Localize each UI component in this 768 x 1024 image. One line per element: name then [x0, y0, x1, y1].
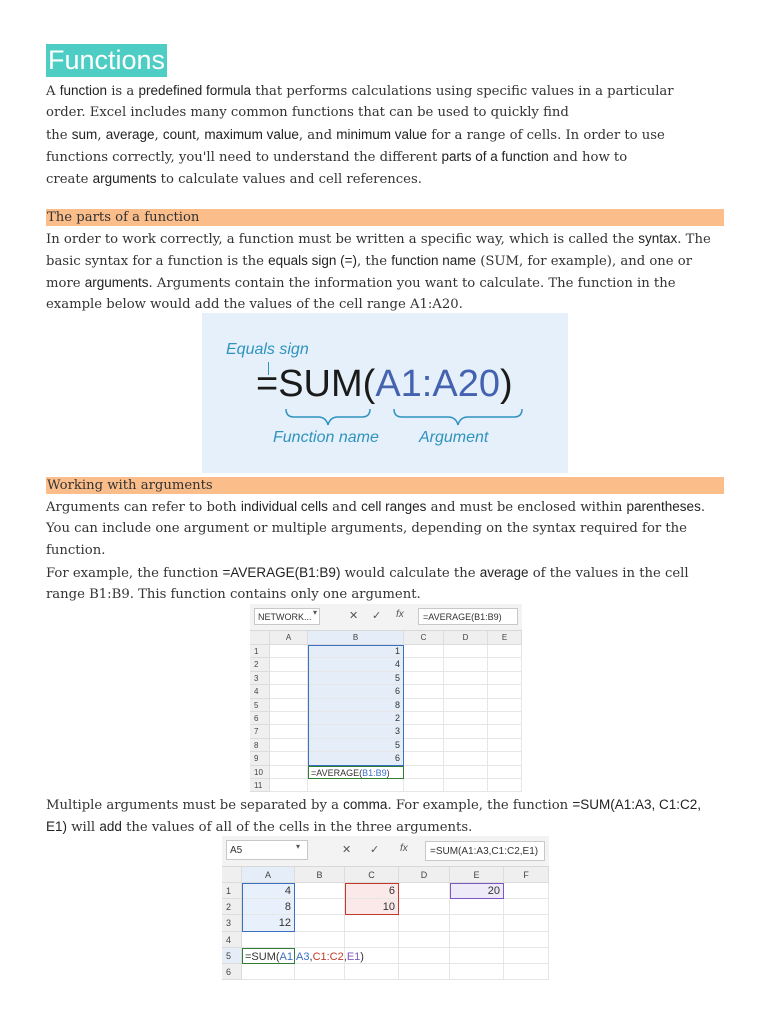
cell-E6[interactable]	[488, 712, 522, 725]
text-run: and how to	[548, 150, 628, 165]
sum-spreadsheet	[222, 836, 549, 980]
keyword: comma	[343, 797, 388, 812]
row-header[interactable]: 7	[250, 725, 270, 738]
text-line	[46, 124, 726, 146]
cell-C6[interactable]	[345, 964, 399, 980]
text-run: basic syntax for a function is the	[46, 254, 269, 269]
range-selection-outline	[308, 645, 404, 766]
brace-graphics	[202, 313, 568, 473]
row-header[interactable]: 11	[250, 779, 270, 792]
formula-bar[interactable]: =SUM(A1:A3,C1:C2,E1)	[425, 841, 545, 861]
column-header[interactable]: B	[295, 867, 345, 883]
text-line	[46, 272, 726, 294]
column-header[interactable]: C	[404, 631, 444, 645]
cell-A6[interactable]	[270, 712, 308, 725]
cell-B5[interactable]	[295, 948, 345, 964]
cell-F4[interactable]	[504, 932, 549, 948]
text-line	[46, 250, 726, 272]
text-line: example below would add the values of the cell range A1:A20.	[46, 297, 463, 312]
cell-C9[interactable]	[404, 752, 444, 765]
average-spreadsheet	[250, 604, 522, 790]
argument-label: Argument	[419, 429, 489, 446]
cell-C2[interactable]: 10	[345, 899, 399, 915]
cell-D2[interactable]	[399, 899, 450, 915]
column-header[interactable]: E	[450, 867, 504, 883]
cell-A10[interactable]	[270, 766, 308, 779]
section-heading-parts	[46, 209, 724, 226]
keyword: minimum value	[336, 127, 427, 142]
column-header[interactable]: A	[270, 631, 308, 645]
cell-F6[interactable]	[504, 964, 549, 980]
cell-E5[interactable]	[488, 699, 522, 712]
cell-A2[interactable]	[270, 658, 308, 671]
cell-E11[interactable]	[488, 779, 522, 792]
row-header[interactable]: 4	[222, 932, 242, 948]
cell-C8[interactable]	[404, 739, 444, 752]
cell-C2[interactable]	[404, 658, 444, 671]
cell-B2[interactable]: 4	[308, 658, 404, 671]
cell-B3[interactable]	[295, 915, 345, 931]
keyword: arguments	[84, 275, 149, 290]
cell-E6[interactable]	[450, 964, 504, 980]
range-outline-a	[242, 883, 295, 932]
text-run: for a range of cells. In order to use	[427, 128, 665, 143]
keyword: parts of a function	[441, 149, 549, 164]
cell-B5[interactable]: 8	[308, 699, 404, 712]
row-header[interactable]: 5	[222, 948, 242, 964]
cell-E7[interactable]	[488, 725, 522, 738]
cell-D8[interactable]	[444, 739, 488, 752]
text-run: would calculate the	[340, 566, 480, 581]
cell-D6[interactable]	[444, 712, 488, 725]
cell-D5[interactable]	[399, 948, 450, 964]
cancel-icon[interactable]: ✕	[342, 844, 352, 856]
formula-function: SUM(	[278, 363, 376, 405]
cell-B4[interactable]	[295, 932, 345, 948]
cell-D10[interactable]	[444, 766, 488, 779]
cell-C5[interactable]	[345, 948, 399, 964]
dropdown-icon[interactable]: ▾	[313, 608, 318, 617]
syntax-diagram	[202, 313, 568, 473]
text-run: . Arguments contain the information you want to calculate. The function in the	[148, 276, 676, 291]
row-header[interactable]: 5	[250, 699, 270, 712]
formula-ref: C1:C2	[312, 950, 344, 963]
text-run: ,	[154, 128, 163, 143]
argument-brace	[394, 409, 522, 425]
cell-A1[interactable]	[270, 645, 308, 658]
text-run: . For example, the function	[387, 798, 573, 813]
cell-B2[interactable]	[295, 899, 345, 915]
cell-E3[interactable]	[488, 672, 522, 685]
cell-A9[interactable]	[270, 752, 308, 765]
column-header[interactable]: A	[242, 867, 295, 883]
column-header[interactable]: D	[444, 631, 488, 645]
column-header[interactable]: E	[488, 631, 522, 645]
cell-A11[interactable]	[270, 779, 308, 792]
text-run: . The	[677, 232, 711, 247]
text-run: ,	[195, 128, 205, 143]
cell-A4[interactable]	[270, 685, 308, 698]
enter-check-icon[interactable]: ✓	[370, 844, 380, 856]
cell-A3[interactable]	[270, 672, 308, 685]
cell-F3[interactable]	[504, 915, 549, 931]
keyword: arguments	[92, 171, 157, 186]
row-header[interactable]: 6	[222, 964, 242, 980]
corner-cell	[222, 867, 242, 883]
cell-F2[interactable]	[504, 899, 549, 915]
keyword: average	[105, 127, 155, 142]
formula-text: =AVERAGE(	[311, 767, 363, 778]
cell-D6[interactable]	[399, 964, 450, 980]
cell-E4[interactable]	[488, 685, 522, 698]
cell-B1[interactable]	[295, 883, 345, 899]
text-line	[46, 816, 726, 838]
intro-paragraph	[46, 80, 726, 190]
cell-B1[interactable]: 1	[308, 645, 404, 658]
cell-B4[interactable]: 6	[308, 685, 404, 698]
cell-B11[interactable]	[308, 779, 404, 792]
cell-A4[interactable]	[242, 932, 295, 948]
cell-E9[interactable]	[488, 752, 522, 765]
cell-B9[interactable]: 6	[308, 752, 404, 765]
formula-ref: E1	[346, 950, 361, 963]
cell-D1[interactable]	[444, 645, 488, 658]
cell-A7[interactable]	[270, 725, 308, 738]
text-line	[46, 168, 726, 190]
heading-text: Working with arguments	[47, 478, 213, 493]
formula-equals: =	[256, 363, 279, 405]
formula-ref: A1:A3	[279, 950, 310, 963]
cell-D2[interactable]	[444, 658, 488, 671]
dropdown-icon[interactable]: ▾	[296, 842, 301, 851]
text-run: the values of all of the cells in the three arguments.	[121, 820, 473, 835]
row-header[interactable]: 4	[250, 685, 270, 698]
column-header[interactable]: D	[399, 867, 450, 883]
cell-A1[interactable]: 4	[242, 883, 295, 899]
keyword: =AVERAGE(B1:B9)	[222, 565, 341, 580]
cell-A5[interactable]	[242, 948, 364, 964]
text-run: (SUM, for example), and one or	[476, 254, 692, 269]
text-run: ,	[97, 128, 106, 143]
row-header[interactable]: 6	[250, 712, 270, 725]
text-run: Multiple arguments must be separated by a	[46, 798, 344, 813]
text-line	[46, 562, 726, 584]
section-heading-arguments	[46, 477, 724, 494]
text-run: create	[46, 172, 93, 187]
keyword: cell ranges	[361, 499, 427, 514]
cell-C11[interactable]	[404, 779, 444, 792]
text-run: is a	[107, 84, 139, 99]
name-box[interactable]: A5	[226, 840, 308, 860]
enter-check-icon[interactable]: ✓	[372, 610, 382, 622]
cell-A3[interactable]: 12	[242, 915, 295, 931]
text-run: , and	[298, 128, 337, 143]
keyword: count	[162, 127, 196, 142]
keyword: =SUM(A1:A3, C1:C2,	[572, 797, 701, 812]
text-run: In order to work correctly, a function must be written a specific way, which is called the	[46, 232, 639, 247]
heading-text: The parts of a function	[47, 210, 200, 225]
keyword: sum	[71, 127, 98, 142]
text-run: functions correctly, you'll need to understand the different	[46, 150, 442, 165]
text-line	[46, 794, 726, 816]
parts-paragraph	[46, 228, 726, 316]
cell-C4[interactable]	[404, 685, 444, 698]
row-header[interactable]: 3	[222, 915, 242, 931]
formula-text: )	[386, 767, 390, 778]
row-header[interactable]: 3	[250, 672, 270, 685]
cell-F5[interactable]	[504, 948, 549, 964]
cell-C3[interactable]	[345, 915, 399, 931]
formula-text: ,	[343, 950, 347, 963]
insert-function-icon[interactable]: fx	[396, 609, 404, 620]
cell-C6[interactable]	[404, 712, 444, 725]
cell-C4[interactable]	[345, 932, 399, 948]
keyword: function name	[391, 253, 477, 268]
cell-C1[interactable]	[404, 645, 444, 658]
cell-F1[interactable]	[504, 883, 549, 899]
cell-C3[interactable]	[404, 672, 444, 685]
cell-D3[interactable]	[444, 672, 488, 685]
cell-B6[interactable]	[295, 964, 345, 980]
cancel-icon[interactable]: ✕	[349, 610, 359, 622]
page-title: Functions	[48, 45, 166, 75]
keyword: individual cells	[240, 499, 328, 514]
formula-bar[interactable]: =AVERAGE(B1:B9)	[418, 608, 518, 625]
cell-C1[interactable]: 6	[345, 883, 399, 899]
text-line	[46, 80, 726, 102]
cell-A6[interactable]	[242, 964, 295, 980]
keyword: average	[479, 565, 529, 580]
row-header[interactable]: 2	[222, 899, 242, 915]
keyword: predefined formula	[138, 83, 252, 98]
formula-ref: B1:B9	[362, 767, 387, 778]
function-name-label: Function name	[273, 429, 379, 446]
cell-E1[interactable]: 20	[450, 883, 504, 899]
column-header[interactable]: B	[308, 631, 404, 645]
column-header[interactable]: F	[504, 867, 549, 883]
equals-sign-label: Equals sign	[226, 341, 309, 358]
text-run: more	[46, 276, 85, 291]
cell-E4[interactable]	[450, 932, 504, 948]
text-run: A	[46, 84, 60, 99]
text-run: .	[700, 500, 706, 515]
cell-D1[interactable]	[399, 883, 450, 899]
text-line	[46, 146, 726, 168]
keyword: maximum value	[204, 127, 299, 142]
text-line: range B1:B9. This function contains only one argument.	[46, 587, 421, 602]
text-run: the	[46, 128, 72, 143]
formula-text: ,	[309, 950, 313, 963]
text-run: and must be enclosed within	[426, 500, 627, 515]
keyword: parentheses	[626, 499, 701, 514]
formula-text: )	[360, 950, 364, 963]
multiple-arguments-paragraph	[46, 794, 726, 838]
cell-B7[interactable]: 3	[308, 725, 404, 738]
cell-B8[interactable]: 5	[308, 739, 404, 752]
row-header[interactable]: 2	[250, 658, 270, 671]
formula-argument: A1:A20	[375, 363, 500, 405]
text-line: function.	[46, 543, 106, 558]
row-header[interactable]: 10	[250, 766, 270, 779]
cell-C10[interactable]	[404, 766, 444, 779]
cell-D3[interactable]	[399, 915, 450, 931]
cell-D4[interactable]	[399, 932, 450, 948]
text-run: to calculate values and cell references.	[156, 172, 422, 187]
cell-A5[interactable]	[270, 699, 308, 712]
row-header[interactable]: 1	[222, 883, 242, 899]
range-outline-c	[345, 883, 399, 915]
text-run: and	[327, 500, 362, 515]
arguments-paragraph	[46, 496, 726, 606]
text-run: that performs calculations using specific values in a particular	[251, 84, 674, 99]
text-run: Arguments can refer to both	[46, 500, 241, 515]
keyword: function	[59, 83, 108, 98]
cell-D9[interactable]	[444, 752, 488, 765]
cell-E3[interactable]	[450, 915, 504, 931]
column-header[interactable]: C	[345, 867, 399, 883]
function-brace	[286, 409, 370, 425]
text-run: of the values in the cell	[528, 566, 689, 581]
cell-A8[interactable]	[270, 739, 308, 752]
text-line	[46, 228, 726, 250]
cell-C5[interactable]	[404, 699, 444, 712]
cell-D11[interactable]	[444, 779, 488, 792]
keyword: equals sign (=)	[268, 253, 358, 268]
insert-function-icon[interactable]: fx	[400, 843, 408, 854]
cell-A2[interactable]: 8	[242, 899, 295, 915]
formula-toolbar	[222, 836, 549, 867]
range-outline-e	[450, 883, 504, 899]
cell-E1[interactable]	[488, 645, 522, 658]
corner-cell	[250, 631, 270, 645]
cell-B10[interactable]	[308, 766, 404, 779]
keyword: E1)	[46, 819, 68, 834]
cell-D7[interactable]	[444, 725, 488, 738]
cell-E8[interactable]	[488, 739, 522, 752]
keyword: syntax	[638, 231, 678, 246]
formula-text: =SUM(	[245, 950, 280, 963]
name-box[interactable]: NETWORK...	[254, 608, 320, 625]
row-header[interactable]: 8	[250, 739, 270, 752]
formula-toolbar	[250, 604, 522, 631]
cell-E2[interactable]	[450, 899, 504, 915]
text-line	[46, 496, 726, 518]
text-run: For example, the function	[46, 566, 223, 581]
text-line: order. Excel includes many common functions that can be used to quickly find	[46, 105, 569, 120]
cell-E5[interactable]	[450, 948, 504, 964]
cell-E10[interactable]	[488, 766, 522, 779]
row-header[interactable]: 1	[250, 645, 270, 658]
cell-E2[interactable]	[488, 658, 522, 671]
text-run: , the	[357, 254, 392, 269]
text-line: You can include one argument or multiple arguments, depending on the syntax required for the	[46, 521, 687, 536]
formula-close-paren: )	[499, 363, 513, 405]
cell-D5[interactable]	[444, 699, 488, 712]
keyword: add	[99, 819, 122, 834]
cell-B6[interactable]: 2	[308, 712, 404, 725]
cell-B3[interactable]: 5	[308, 672, 404, 685]
cell-C7[interactable]	[404, 725, 444, 738]
row-header[interactable]: 9	[250, 752, 270, 765]
text-run: will	[67, 820, 100, 835]
cell-D4[interactable]	[444, 685, 488, 698]
